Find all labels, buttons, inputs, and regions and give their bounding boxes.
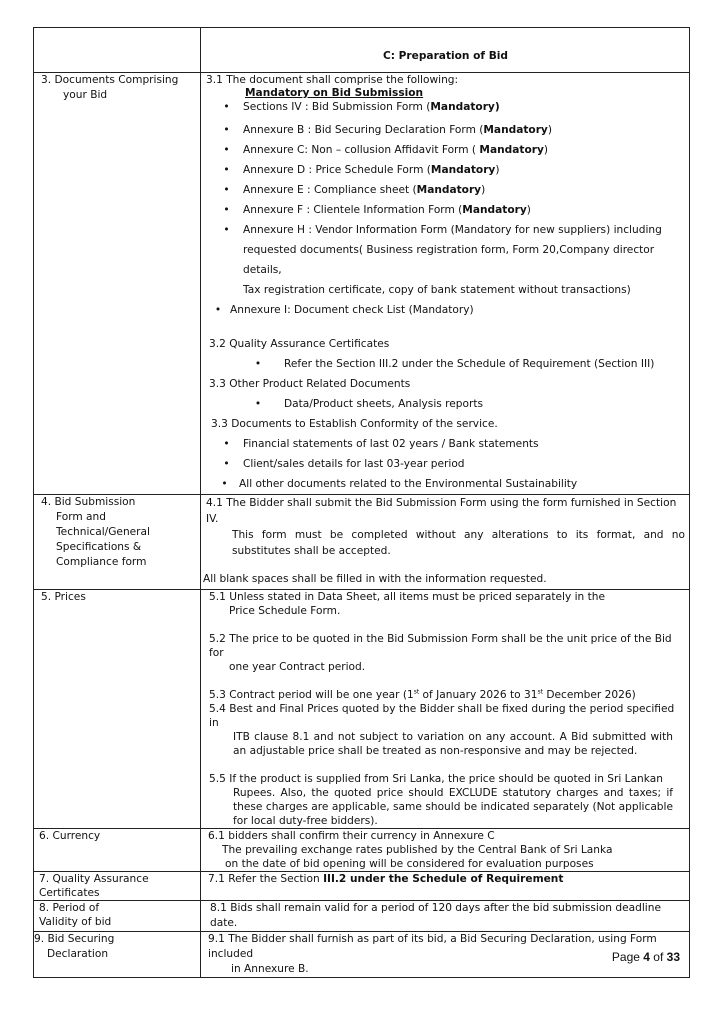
bullet-icon: • (223, 438, 230, 450)
row-label: 5. Prices (34, 590, 201, 829)
section-title: C: Preparation of Bid (382, 50, 509, 62)
list-item: • Annexure B : Bid Securing Declaration Form (Mandatory) (206, 120, 685, 140)
row-content (201, 73, 690, 495)
list-item: • Annexure E : Compliance sheet (Mandatory) (206, 180, 685, 200)
clause-8-1: 8.1 Bids shall remain valid for a period of 120 days after the bid submission deadline date. (210, 902, 661, 929)
mandatory-heading: Mandatory on Bid Submission (245, 87, 424, 99)
table-row-bid-securing (34, 932, 690, 978)
header-title-cell (201, 28, 690, 73)
table-row-bid-submission (34, 495, 690, 590)
row-content (201, 872, 690, 901)
list-item: • All other documents related to the Environmental Sustainability (206, 474, 685, 494)
list-item-annexure-h: • Annexure H : Vendor Information Form (Mandatory for new suppliers) including requested documents( Business registration form, Form 20,Company director details, Tax registration certificate, copy of bank statement without transactions) (206, 220, 685, 300)
bullet-icon: • (223, 124, 230, 136)
bullet-icon: • (254, 358, 262, 370)
clause-5-1: 5.1 Unless stated in Data Sheet, all items must be priced separately in the (209, 591, 605, 603)
itb-table (33, 27, 690, 978)
clause-6-1: 6.1 bidders shall confirm their currency in Annexure C (208, 830, 495, 842)
clause-7-1: 7.1 Refer the Section III.2 under the Schedule of Requirement (208, 873, 564, 885)
clause-5-2: 5.2 The price to be quoted in the Bid Submission Form shall be the unit price of the Bid for (209, 633, 672, 659)
bullet-icon: • (223, 144, 230, 156)
bullet-icon: • (221, 478, 228, 490)
label-line: 3. Documents Comprising (41, 74, 179, 86)
row-content: 6.1 bidders shall confirm their currency in Annexure C The prevailing exchange rates published by the Central Bank of Sri Lanka on the date of bid opening will be considered for evaluation purposes (201, 829, 690, 872)
clause-3-3-heading: 3.3 Other Product Related Documents (209, 378, 411, 390)
page-number: Page 4 of 33 (611, 950, 680, 964)
row-content: 9.1 The Bidder shall furnish as part of its bid, a Bid Securing Declaration, using Form included in Annexure B. (201, 932, 690, 978)
list-item-annexure-i: • Annexure I: Document check List (Mandatory) (206, 300, 685, 320)
row-label: 6. Currency (34, 829, 201, 872)
clause-3-2-heading: 3.2 Quality Assurance Certificates (209, 338, 390, 350)
row-content (201, 901, 690, 932)
section-header-row (34, 28, 690, 73)
bullet-icon: • (223, 458, 230, 470)
list-item: • Client/sales details for last 03-year period (206, 454, 685, 474)
bullet-icon: • (223, 224, 230, 236)
clause-4-1: 4.1 The Bidder shall submit the Bid Submission Form using the form furnished in Section IV. (206, 497, 677, 525)
bullet-icon: • (223, 101, 230, 113)
clause-5-4: 5.4 Best and Final Prices quoted by the Bidder shall be fixed during the period specified in (209, 703, 675, 729)
row-content: 5.1 Unless stated in Data Sheet, all items must be priced separately in the Price Schedule Form. 5.2 The price to be quoted in the Bid Submission Form shall be the unit price of the Bid for one year Contract period. 5.3 Contract period will be one year (1st of January 2026 to 31st December 2026) 5.4 Best and Final Prices quoted by the Bidder shall be fixed during the period specified in ITB clause 8.1 and not subject to variation on any account. A Bid submitted with an adjustable price shall be treated as non-responsive and may be rejected. 5.5 If the product is supplied from Sri Lanka, the price should be quoted in Sri Lankan Rupees. Also, the quoted price should EXCLUDE statutory charges and taxes; if these charges are applicable, same should be indicated separately (Not applicable for local duty-free bidders). (201, 590, 690, 829)
list-item: • Financial statements of last 02 years / Bank statements (206, 434, 685, 454)
list-item: • Annexure D : Price Schedule Form (Mandatory) (206, 160, 685, 180)
clause-3-3b-heading: 3.3 Documents to Establish Conformity of the service. (211, 418, 498, 430)
header-label-cell (34, 28, 201, 73)
blank-spaces-note: All blank spaces shall be filled in with the information requested. (203, 573, 547, 585)
row-label: 7. Quality Assurance Certificates (34, 872, 201, 901)
bullet-icon: • (223, 204, 230, 216)
table-row-validity (34, 901, 690, 932)
list-item: • Data/Product sheets, Analysis reports (206, 394, 685, 414)
clause-3-1-intro: 3.1 The document shall comprise the following: (206, 74, 459, 86)
table-row-quality-assurance (34, 872, 690, 901)
row-label: 9. Bid Securing Declaration (34, 932, 201, 978)
row-label: 8. Period of Validity of bid (34, 901, 201, 932)
list-item: • Annexure C: Non – collusion Affidavit Form ( Mandatory) (206, 140, 685, 160)
bullet-icon: • (254, 398, 262, 410)
bullet-icon: • (223, 184, 230, 196)
bullet-icon: • (214, 304, 222, 316)
bullet-icon: • (223, 164, 230, 176)
list-item: • Refer the Section III.2 under the Schedule of Requirement (Section III) (206, 354, 685, 374)
table-row-currency (34, 829, 690, 872)
list-item: • Annexure F : Clientele Information Form (Mandatory) (206, 200, 685, 220)
clause-9-1: 9.1 The Bidder shall furnish as part of its bid, a Bid Securing Declaration, using Form included (208, 933, 657, 960)
list-item: • Sections IV : Bid Submission Form (Mandatory) (206, 100, 685, 115)
label-line: your Bid (63, 89, 108, 101)
row-content: 4.1 The Bidder shall submit the Bid Submission Form using the form furnished in Section IV. This form must be completed without any alterations to its format, and no substitutes shall be accepted. All blank spaces shall be filled in with the information requested. (201, 495, 690, 590)
table-row-documents (34, 73, 690, 495)
clause-5-3: 5.3 Contract period will be one year (1st of January 2026 to 31st December 2026) (209, 688, 636, 701)
row-label: 4. Bid Submission Form and Technical/General Specifications & Compliance form (34, 495, 201, 590)
table-row-prices (34, 590, 690, 829)
row-label (34, 73, 201, 495)
clause-5-5: 5.5 If the product is supplied from Sri Lanka, the price should be quoted in Sri Lankan (209, 773, 663, 785)
